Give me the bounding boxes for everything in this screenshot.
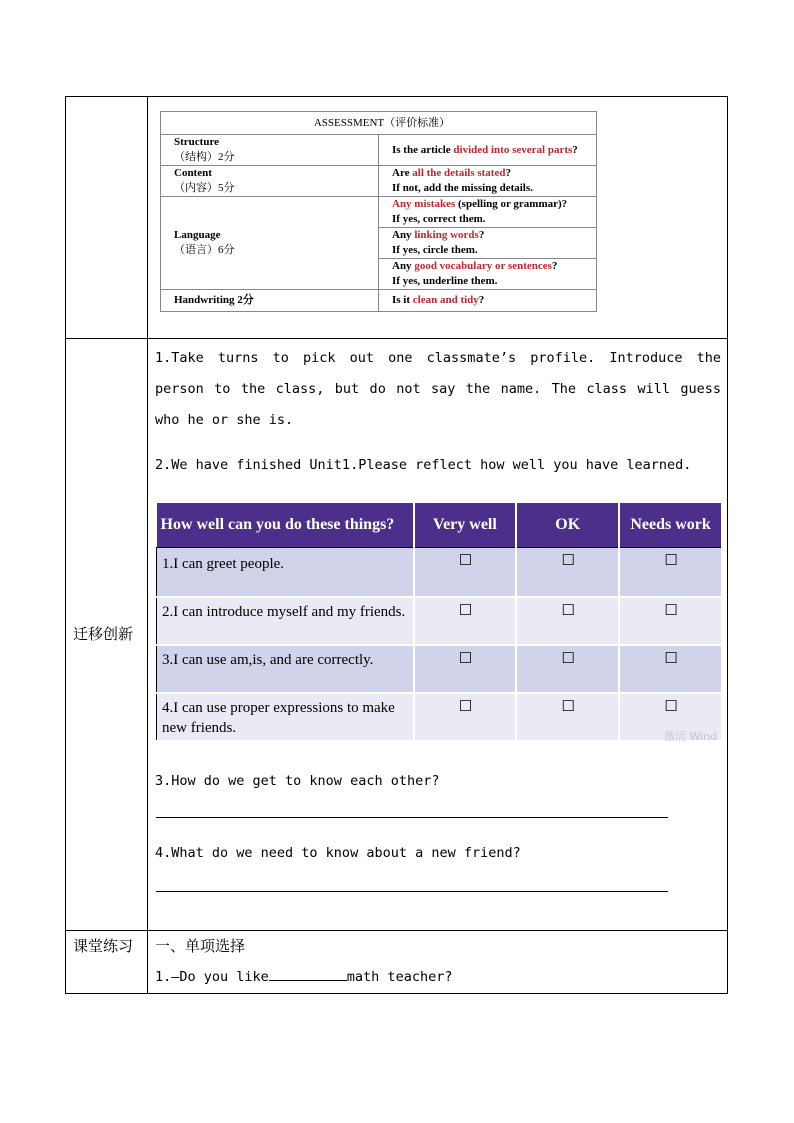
exercise-title: 一、单项选择 <box>155 937 246 955</box>
checkbox-very-well[interactable]: ☐ <box>414 645 517 693</box>
checkbox-ok[interactable]: ☐ <box>516 645 619 693</box>
task-4: 4.What do we need to know about a new friend? <box>155 845 521 861</box>
structure-category: Structure （结构）2分 <box>161 135 379 166</box>
eval-statement: 2.I can introduce myself and my friends. <box>157 597 414 645</box>
eval-statement: 3.I can use am,is, and are correctly. <box>157 645 414 693</box>
section-label-transfer: 迁移创新 <box>66 339 148 931</box>
checkbox-needs-work[interactable]: ☐ <box>619 693 722 741</box>
empty-label-cell <box>66 97 148 339</box>
eval-statement: 1.I can greet people. <box>157 548 414 598</box>
checkbox-ok[interactable]: ☐ <box>516 597 619 645</box>
checkbox-ok[interactable]: ☐ <box>516 548 619 598</box>
eval-header-very-well: Very well <box>414 503 517 548</box>
checkbox-needs-work[interactable]: ☐ <box>619 645 722 693</box>
table-row <box>157 693 723 741</box>
checkbox-very-well[interactable]: ☐ <box>414 597 517 645</box>
task-3: 3.How do we get to know each other? <box>155 773 440 789</box>
eval-header-question: How well can you do these things? <box>157 503 414 548</box>
checkbox-very-well[interactable]: ☐ <box>414 548 517 598</box>
language-category: Language （语言）6分 <box>161 197 379 290</box>
checkbox-needs-work[interactable]: ☐ <box>619 548 722 598</box>
content-category: Content （内容）5分 <box>161 166 379 197</box>
checkbox-ok[interactable]: ☐ <box>516 693 619 741</box>
question-1: 1.—Do you like math teacher? <box>148 962 727 993</box>
assessment-table <box>160 111 597 312</box>
answer-line[interactable] <box>156 817 668 818</box>
answer-blank[interactable] <box>269 966 347 981</box>
eval-statement: 4.I can use proper expressions to make new friends. <box>157 693 414 741</box>
assessment-title: ASSESSMENT（评价标准） <box>161 112 597 135</box>
task-1: 1.Take turns to pick out one classmate’s profile. Introduce the person to the class, but do not say the name. The class will guess who he or she is. <box>155 350 721 428</box>
transfer-content-cell <box>148 339 728 931</box>
eval-header-ok: OK <box>516 503 619 548</box>
watermark-text: 激活 Wind <box>664 730 718 743</box>
handwriting-category: Handwriting 2分 <box>161 290 379 312</box>
self-evaluation-table <box>156 503 723 742</box>
content-criterion: Are all the details stated? If not, add the missing details. <box>379 166 597 197</box>
table-row <box>157 548 723 598</box>
task-2: 2.We have finished Unit1.Please reflect how well you have learned. <box>155 457 692 473</box>
eval-header-needs-work: Needs work <box>619 503 722 548</box>
table-row <box>157 645 723 693</box>
lesson-table <box>65 96 728 994</box>
language-criterion: Any good vocabulary or sentences? If yes, underline them. <box>379 259 597 290</box>
section-label-practice: 课堂练习 <box>66 931 148 994</box>
checkbox-very-well[interactable]: ☐ <box>414 693 517 741</box>
table-row <box>157 597 723 645</box>
checkbox-needs-work[interactable]: ☐ <box>619 597 722 645</box>
assessment-cell <box>148 97 728 339</box>
handwriting-criterion: Is it clean and tidy? <box>379 290 597 312</box>
language-criterion: Any mistakes (spelling or grammar)? If yes, correct them. <box>379 197 597 228</box>
practice-content-cell <box>148 931 728 994</box>
language-criterion: Any linking words? If yes, circle them. <box>379 228 597 259</box>
answer-line[interactable] <box>156 891 668 892</box>
structure-criterion: Is the article divided into several parts? <box>379 135 597 166</box>
